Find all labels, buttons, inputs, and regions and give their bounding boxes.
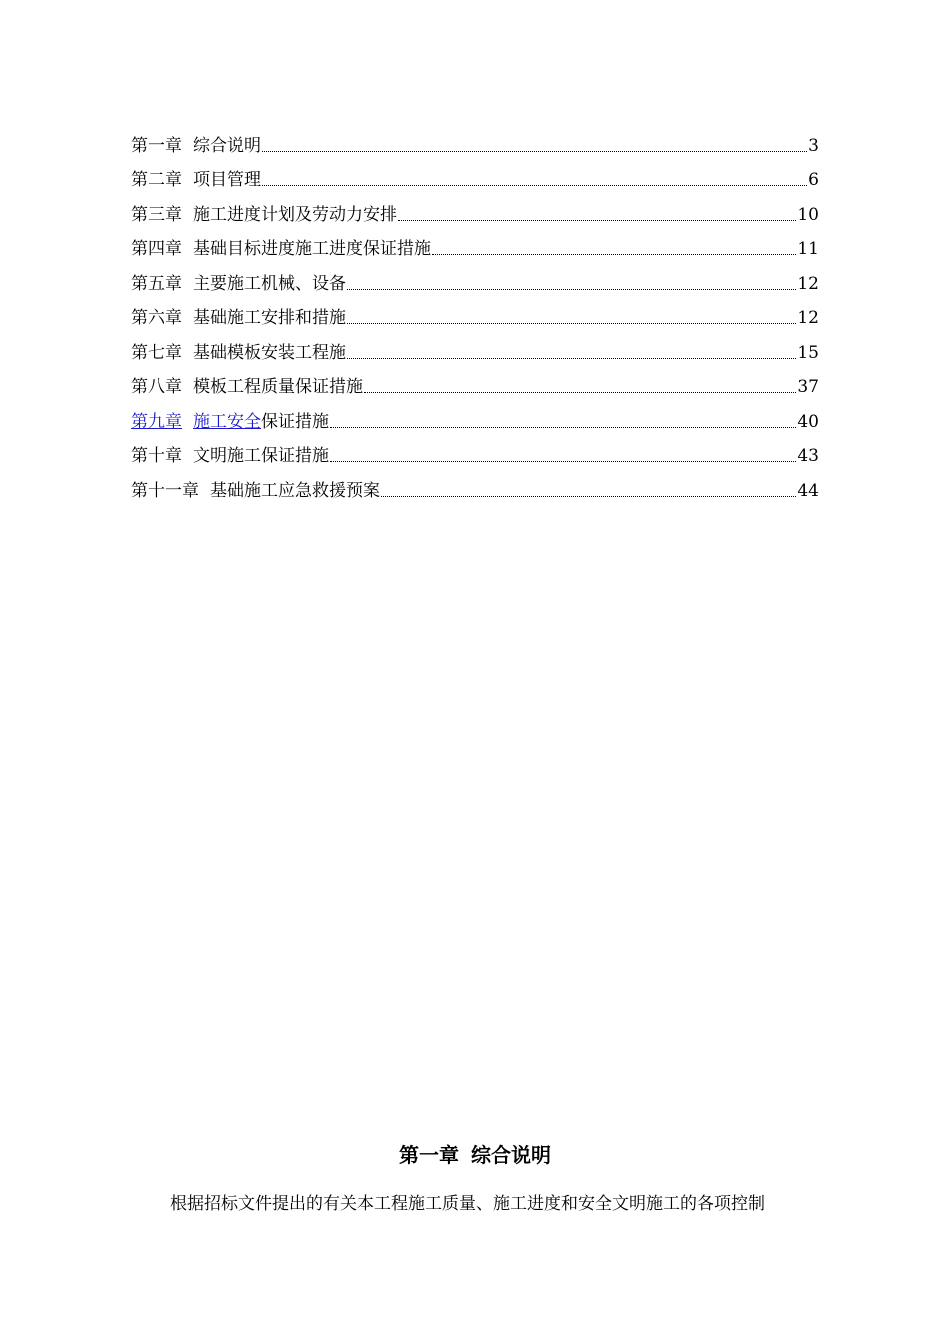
toc-page-number: 44 <box>797 480 819 501</box>
toc-entry-6[interactable] <box>131 297 819 332</box>
toc-entry-title: 第一章 综合说明 <box>131 135 261 156</box>
toc-dot-leader <box>347 323 796 324</box>
toc-entry-title: 第十章 文明施工保证措施 <box>131 446 329 466</box>
toc-entry-8[interactable] <box>131 366 819 401</box>
table-of-contents <box>131 124 819 504</box>
toc-entry-9[interactable] <box>131 400 819 435</box>
toc-entry-4[interactable] <box>131 228 819 263</box>
toc-entry-10[interactable] <box>131 435 819 470</box>
toc-dot-leader <box>364 392 796 393</box>
toc-entry-title: 第九章 施工安全保证措施 <box>131 411 329 432</box>
toc-page-number: 12 <box>797 308 819 328</box>
toc-entry-title: 第二章 项目管理 <box>131 170 261 190</box>
chapter-heading: 第一章 综合说明 <box>399 1143 551 1167</box>
toc-page-number: 37 <box>797 377 819 397</box>
toc-page-number: 43 <box>797 446 819 466</box>
toc-dot-leader <box>262 185 807 186</box>
toc-dot-leader <box>330 461 796 462</box>
toc-entry-7[interactable] <box>131 331 819 366</box>
toc-entry-title: 第六章 基础施工安排和措施 <box>131 308 346 328</box>
toc-page-number: 11 <box>797 239 819 259</box>
toc-entry-1[interactable] <box>131 124 819 159</box>
body-paragraph: 根据招标文件提出的有关本工程施工质量、施工进度和安全文明施工的各项控制 <box>170 1194 765 1214</box>
toc-page-number: 12 <box>797 273 819 294</box>
toc-page-number: 3 <box>808 135 819 156</box>
toc-page-number: 6 <box>808 170 819 190</box>
toc-dot-leader <box>330 427 796 428</box>
toc-entry-2[interactable] <box>131 159 819 194</box>
toc-hyperlink[interactable]: 第九章 施工安全 <box>131 411 261 432</box>
toc-entry-title: 第十一章 基础施工应急救援预案 <box>131 480 380 501</box>
toc-entry-title: 第八章 模板工程质量保证措施 <box>131 377 363 397</box>
toc-page-number: 40 <box>797 411 819 432</box>
toc-entry-title: 第四章 基础目标进度施工进度保证措施 <box>131 239 431 259</box>
toc-entry-title: 第三章 施工进度计划及劳动力安排 <box>131 204 397 225</box>
toc-page-number: 15 <box>797 342 819 363</box>
toc-entry-title: 第七章 基础模板安装工程施 <box>131 342 346 363</box>
toc-dot-leader <box>347 358 796 359</box>
toc-dot-leader <box>381 496 796 497</box>
toc-page-number: 10 <box>797 204 819 225</box>
toc-entry-5[interactable] <box>131 262 819 297</box>
toc-dot-leader <box>262 151 807 152</box>
toc-entry-3[interactable] <box>131 193 819 228</box>
toc-dot-leader <box>347 289 796 290</box>
toc-entry-title: 第五章 主要施工机械、设备 <box>131 273 346 294</box>
toc-dot-leader <box>432 254 796 255</box>
toc-dot-leader <box>398 220 796 221</box>
toc-entry-11[interactable] <box>131 469 819 504</box>
